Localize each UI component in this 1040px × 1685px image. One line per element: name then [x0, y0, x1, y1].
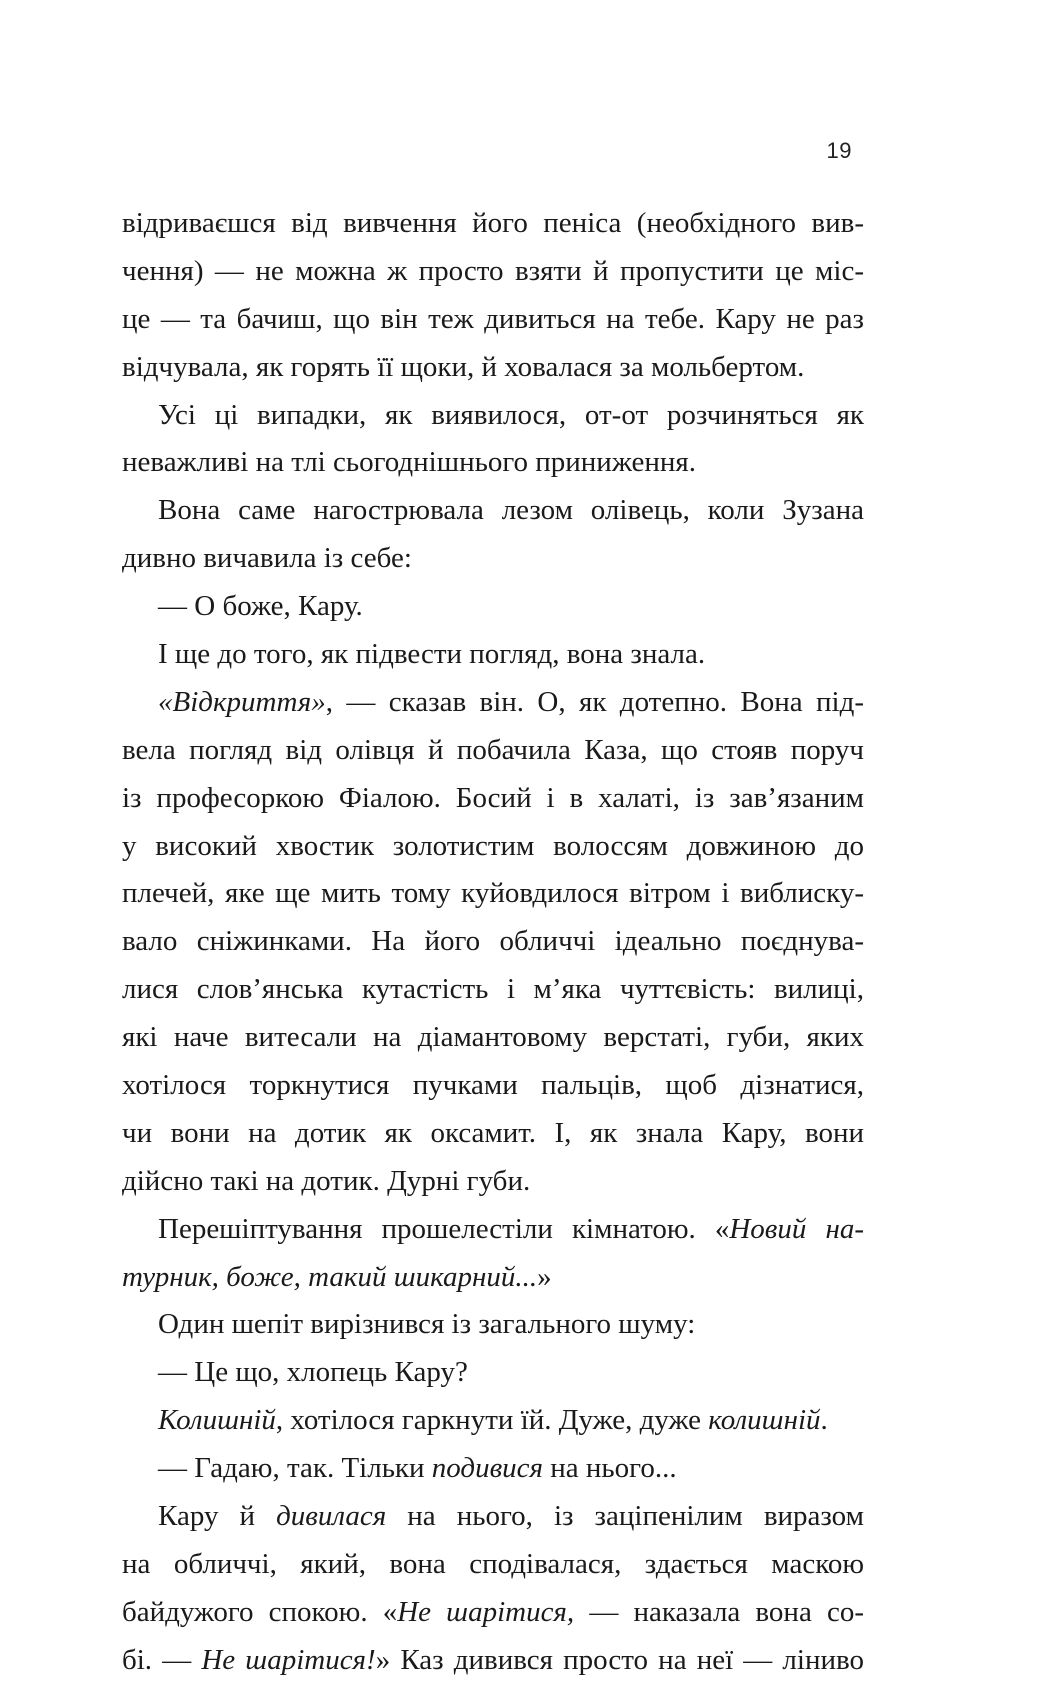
italic-text: Колишній — [158, 1404, 276, 1437]
text-line — [122, 679, 864, 727]
text-segment: І ще до того, як підвести погляд, вона знала. — [158, 638, 706, 671]
text-segment: , хотілося гаркнути їй. Дуже, дуже — [275, 1404, 709, 1437]
italic-text: Не шарітися, — [397, 1595, 575, 1628]
text-segment: — Це що, хлопець Кару? — [158, 1356, 468, 1389]
text-segment: дивно вичавила із себе: — [122, 542, 412, 575]
italic-text: дивилася — [276, 1500, 387, 1533]
text-line — [122, 344, 864, 392]
text-line — [122, 583, 864, 631]
text-segment: на обличчі, який, вона сподівалася, здається маскою — [122, 1547, 864, 1580]
text-segment: . — [820, 1404, 828, 1437]
text-segment: неважливі на тлі сьогоднішнього приниження. — [122, 446, 696, 479]
text-segment: Перешіптування прошелестіли кімнатою. « — [158, 1212, 730, 1245]
text-line — [122, 966, 864, 1014]
text-line — [122, 1637, 864, 1685]
text-segment: Вона саме нагострювала лезом олівець, коли Зузана — [158, 494, 864, 527]
page-number: 19 — [826, 138, 852, 163]
text-line — [122, 1541, 864, 1589]
text-line — [122, 487, 864, 535]
text-segment: це — та бачиш, що він теж дивиться на тебе. Кару не раз — [122, 302, 864, 335]
text-segment: вела погляд від олівця й побачила Каза, що стояв поруч — [122, 733, 864, 766]
text-line — [122, 248, 864, 296]
text-segment: Кару й — [158, 1500, 277, 1533]
text-line — [122, 870, 864, 918]
text-line — [122, 1301, 864, 1349]
text-line — [122, 1493, 864, 1541]
text-segment: відчувала, як горять її щоки, й ховалася за мольбертом. — [122, 350, 805, 383]
text-segment: чи вони на дотик як оксамит. І, як знала Кару, вони — [122, 1116, 864, 1149]
text-segment: — О боже, Кару. — [158, 590, 363, 623]
text-line — [122, 1254, 864, 1302]
text-segment: на нього... — [543, 1452, 677, 1485]
text-line — [122, 1110, 864, 1158]
text-line — [122, 631, 864, 679]
text-segment: , — сказав він. О, як дотепно. Вона під- — [325, 685, 864, 718]
text-segment: » Каз дивився просто на неї — ліниво — [375, 1643, 864, 1676]
text-segment: у високий хвостик золотистим волоссям довжиною до — [122, 829, 864, 862]
text-segment: бі. — — [122, 1643, 202, 1676]
text-segment: дійсно такі на дотик. Дурні губи. — [122, 1164, 531, 1197]
italic-text: турник, боже, такий шикарний... — [122, 1260, 538, 1293]
body-text — [122, 200, 864, 1685]
text-line — [122, 535, 864, 583]
text-line — [122, 1206, 864, 1254]
text-segment: — наказала вона со- — [574, 1595, 864, 1628]
text-segment: лися слов’янська кутастість і м’яка чуттєвість: вилиці, — [122, 973, 864, 1006]
text-line — [122, 1158, 864, 1206]
text-line — [122, 1445, 864, 1493]
text-segment: які наче витесали на діамантовому верстаті, губи, яких — [122, 1021, 864, 1054]
italic-text: подивися — [431, 1452, 544, 1485]
text-line — [122, 775, 864, 823]
text-line — [122, 296, 864, 344]
text-line — [122, 823, 864, 871]
text-line — [122, 1349, 864, 1397]
text-segment: плечей, яке ще мить тому куйовдилося вітром і виблиску- — [122, 877, 864, 910]
text-line — [122, 392, 864, 440]
text-segment: вало сніжинками. На його обличчі ідеально поєднува- — [122, 925, 864, 958]
text-segment: Один шепіт вирізнився із загального шуму: — [158, 1308, 696, 1341]
italic-text: Новий на- — [729, 1212, 864, 1245]
text-segment: на нього, із заціпенілим виразом — [386, 1500, 864, 1533]
italic-text: колишній — [708, 1404, 821, 1437]
text-line — [122, 918, 864, 966]
text-segment: » — [537, 1260, 552, 1293]
text-segment: байдужого спокою. « — [122, 1595, 398, 1628]
text-line — [122, 439, 864, 487]
text-segment: із професоркою Фіалою. Босий і в халаті, із зав’язаним — [122, 781, 864, 814]
italic-text: Не шарітися! — [201, 1643, 376, 1676]
italic-text: «Відкриття» — [158, 685, 326, 718]
text-line — [122, 200, 864, 248]
text-line — [122, 1397, 864, 1445]
text-line — [122, 1062, 864, 1110]
text-segment: чення) — не можна ж просто взяти й пропустити це міс- — [122, 254, 864, 287]
text-line — [122, 1014, 864, 1062]
text-segment: Усі ці випадки, як виявилося, от-от розчиняться як — [158, 398, 864, 431]
text-segment: — Гадаю, так. Тільки — [158, 1452, 432, 1485]
text-line — [122, 727, 864, 775]
text-segment: хотілося торкнутися пучками пальців, щоб дізнатися, — [122, 1069, 864, 1102]
text-segment: відриваєшся від вивчення його пеніса (необхідного вив- — [122, 207, 864, 239]
